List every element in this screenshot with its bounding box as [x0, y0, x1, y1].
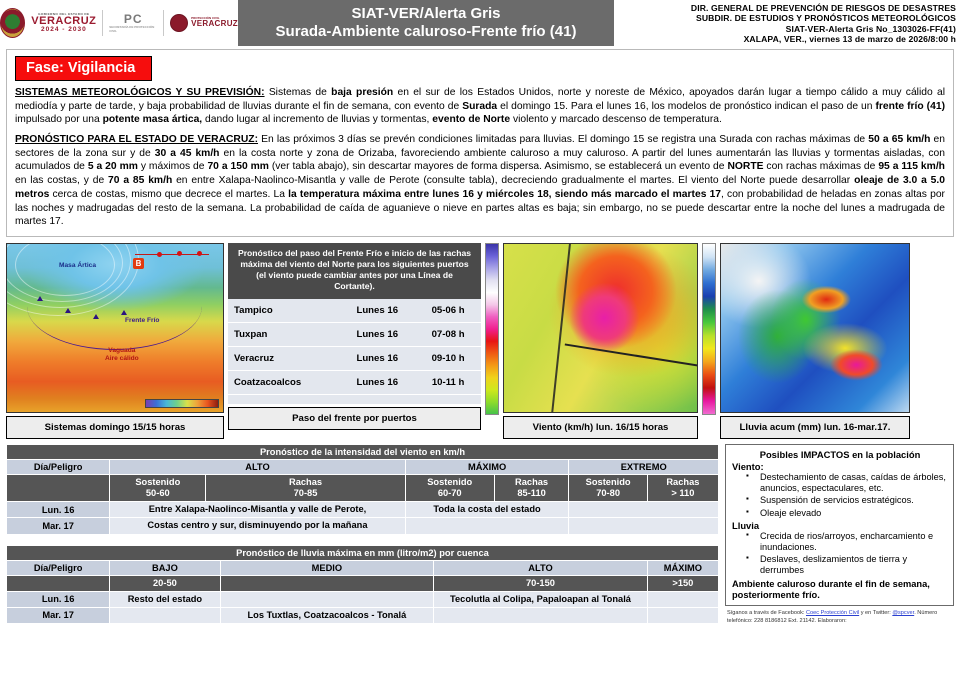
wind-row-maximo: [405, 518, 569, 534]
coastline: [551, 244, 571, 413]
wind-sub-kind: Sostenido: [135, 476, 181, 487]
wind-row-extremo: [569, 502, 719, 518]
text-frag-bold: 30 a 45 km/h: [154, 147, 220, 159]
paragraph-systems-lead: SISTEMAS METEOROLÓGICOS Y SU PREVISIÓN:: [15, 87, 265, 98]
table-row: [228, 299, 481, 323]
logo-divider-2: [163, 10, 164, 36]
rain-col-day-header: Día/Peligro: [7, 560, 110, 575]
maps-row: [6, 243, 954, 439]
text-frag-bold: 70 a 85 km/h: [108, 175, 173, 187]
table-title-row: [7, 545, 719, 560]
wind-sub-extremo-sostenido: [569, 474, 647, 501]
impacts-rain-label: Lluvia: [732, 519, 760, 531]
list-item: ▪ Deslaves, deslizamientos de tierra y derrumbes: [748, 554, 948, 576]
text-frag: y máximos de: [137, 161, 208, 173]
text-frag-bold: 5 a 20 mm: [87, 161, 138, 173]
rain-group-maximo: MÁXIMO: [647, 560, 718, 575]
text-frag: impulsado por una: [15, 114, 103, 126]
authority-line-1: DIR. GENERAL DE PREVENCIÓN DE RIESGOS DE DESASTRES: [690, 2, 956, 13]
impacts-wind-list: [732, 472, 948, 519]
port-day: Lunes 16: [339, 370, 415, 394]
wind-sub-alto-sostenido: [110, 474, 206, 501]
port-name: Tampico: [228, 299, 339, 323]
logo-pc-label: PC: [123, 12, 143, 27]
wind-sub-range: 85-110: [517, 488, 546, 499]
paragraph-veracruz-lead: PRONÓSTICO PARA EL ESTADO DE VERACRUZ:: [15, 134, 259, 146]
wind-sub-extremo-rachas: [647, 474, 718, 501]
forecast-tables: [6, 444, 719, 624]
text-frag-bold: 50 a 65 km/h: [868, 134, 931, 146]
facebook-link[interactable]: Coec Protección Civil: [805, 609, 860, 616]
logo-pcv-t2-label: VERACRUZ: [191, 19, 238, 29]
impacts-rain-list: [732, 531, 948, 577]
wind-sub-kind: Rachas: [666, 476, 700, 487]
wind-table-title: Pronóstico de la intensidad del viento en km/h: [7, 444, 719, 459]
rain-row-bajo: Resto del estado: [110, 591, 220, 607]
wind-panel: [503, 243, 698, 439]
table-row: [7, 591, 719, 607]
port-time: 05-06 h: [415, 299, 481, 323]
document-header: [0, 0, 960, 46]
trough-label-line2: Aire cálido: [105, 355, 139, 363]
list-item: ▪ Suspensión de servicios estratégicos.: [748, 495, 948, 506]
text-frag: En las próximos 3 días se prevén condiciones limitadas para lluvias. El domingo 15 se registra una Surada con rachas máximas de: [258, 134, 869, 146]
wind-sub-kind: Sostenido: [585, 476, 631, 487]
text-frag: en la costa norte y zona de Orizaba, favoreciendo ambiente caluroso a muy caluroso. A partir del lunes aumentarán las lluvias y tormentas aisladas, con acumulados de: [15, 147, 945, 173]
contact-footer: [725, 609, 954, 625]
bottom-section: [6, 444, 954, 625]
text-frag-bold: la temperatura máxima entre lunes 16 y miércoles 18, siendo más marcado el martes 17: [288, 188, 722, 200]
port-day: Lunes 16: [339, 299, 415, 323]
table-group-header-row: [7, 459, 719, 474]
wind-colorbar: [485, 243, 499, 415]
port-time: 07-08 h: [415, 322, 481, 346]
trough-label: [105, 347, 139, 363]
logo-gov-name-label: VERACRUZ: [31, 14, 97, 27]
proteccion-civil-icon: [170, 14, 188, 32]
wind-sub-maximo-sostenido: [405, 474, 494, 501]
wind-sub-alto-rachas: [206, 474, 405, 501]
table-row: [7, 518, 719, 534]
port-time: 09-10 h: [415, 346, 481, 370]
wind-row-day: Mar. 17: [7, 518, 110, 534]
logo-gov-small-label: GOBIERNO DEL ESTADO DE: [38, 11, 90, 16]
impacts-panel: [725, 444, 954, 606]
logo-pc-sub-label: SECRETARÍA DE PROTECCIÓN CIVIL: [109, 25, 155, 33]
text-frag: dando lugar al incremento de lluvias y tormentas,: [202, 114, 433, 126]
rain-range-bajo: 20-50: [110, 575, 220, 591]
twitter-link[interactable]: @spcver: [892, 609, 915, 616]
footer-text-2: y en Twitter:: [859, 609, 893, 616]
wind-sub-range: > 110: [671, 488, 695, 499]
synoptic-map-image: [6, 243, 224, 413]
impacts-column: [725, 444, 954, 625]
rain-group-bajo: BAJO: [110, 560, 220, 575]
rain-panel: [720, 243, 910, 439]
wind-sub-kind: Rachas: [515, 476, 549, 487]
table-row: [228, 370, 481, 394]
text-frag: (ver tabla abajo), sin descartar mayores de forma dispersa. Asimismo, se establecerá un evento de: [268, 161, 728, 173]
cold-front-line: [27, 289, 202, 350]
rain-row-alto: Tecolutla al Colipa, Papaloapan al Tonalá: [434, 591, 648, 607]
rain-colorbar: [702, 243, 716, 415]
table-row: [7, 502, 719, 518]
wind-intensity-table: [6, 444, 719, 545]
wind-row-alto: Costas centro y sur, disminuyendo por la mañana: [110, 518, 405, 534]
wind-sub-range: 50-60: [145, 488, 170, 499]
bulletin-number: SIAT-VER-Alerta Gris No_1303026-FF(41): [785, 23, 956, 34]
table-row: [7, 607, 719, 623]
rain-row-medio: [220, 591, 434, 607]
rain-group-alto: ALTO: [434, 560, 648, 575]
low-pressure-symbol: B: [133, 258, 144, 269]
port-name: Coatzacoalcos: [228, 370, 339, 394]
table-title-row: [7, 444, 719, 459]
text-frag: , con probabilidad de heladas en zonas altas por las noches y madrugadas del resto de la semana. La probabilidad de caída de aguanieve o nieve en partes altas es baja; sin embargo, no se puede descartar entre la noche del lunes a madrugada de martes 17.: [15, 188, 945, 228]
table-gap: [7, 534, 719, 545]
proteccion-civil-logo: [170, 14, 238, 32]
synoptic-map-caption: Sistemas domingo 15/15 horas: [6, 416, 224, 439]
table-subheader-row: [7, 474, 719, 501]
table-range-row: [7, 575, 719, 591]
rain-row-maximo: [647, 591, 718, 607]
wind-group-extremo: EXTREMO: [569, 459, 719, 474]
port-day: Lunes 16: [339, 322, 415, 346]
ports-panel-caption: Paso del frente por puertos: [228, 407, 481, 430]
wind-sub-range: 70-85: [293, 488, 318, 499]
table-group-header-row: [7, 560, 719, 575]
wind-map-caption: Viento (km/h) lun. 16/15 horas: [503, 416, 698, 439]
wind-sub-maximo-rachas: [494, 474, 569, 501]
rain-row-medio: Los Tuxtlas, Coatzacoalcos - Tonalá: [220, 607, 434, 623]
text-frag-bold: 95 a 115 km/h: [878, 161, 945, 173]
logo-divider: [102, 10, 103, 36]
table-row: [228, 322, 481, 346]
text-frag: cerca de costas, mismo que decrece el martes. La: [49, 188, 289, 200]
port-day: Lunes 16: [339, 346, 415, 370]
ports-table: [228, 299, 481, 395]
text-frag-bold: baja presión: [331, 87, 394, 98]
text-frag: violento y marcado descenso de temperatura.: [510, 114, 722, 126]
rain-row-bajo: [110, 607, 220, 623]
wind-row-day: Lun. 16: [7, 502, 110, 518]
rain-row-alto: [434, 607, 648, 623]
list-item: ▪ Oleaje elevado: [748, 508, 948, 519]
text-frag-bold: Surada: [462, 100, 498, 112]
authority-line-2: SUBDIR. DE ESTUDIOS Y PRONÓSTICOS METEOROLÓGICOS: [696, 13, 956, 24]
ports-table-heading: Pronóstico del paso del Frente Frío e inicio de las rachas máxima del viento del Norte para los siguientes puertos (el viento puede cambiar antes por una Línea de Cortante).: [228, 243, 481, 299]
text-frag-bold: NORTE: [727, 161, 764, 173]
text-frag-bold: frente frío (41): [875, 100, 945, 112]
rain-forecast-table: [6, 545, 719, 624]
wind-group-alto: ALTO: [110, 459, 405, 474]
wind-sub-kind: Sostenido: [427, 476, 473, 487]
text-frag: Sistemas de: [264, 87, 332, 98]
port-time: 10-11 h: [415, 370, 481, 394]
rain-map-image: [720, 243, 910, 413]
rain-range-maximo: >150: [647, 575, 718, 591]
footer-text-3: . Número telefónico: 228 8186812 Ext. 21142. Elaboraron:: [727, 609, 938, 624]
logo-pcv-t1-label: PROTECCIÓN CIVIL: [191, 15, 220, 20]
rain-row-day: Mar. 17: [7, 607, 110, 623]
logo-group: [0, 0, 238, 46]
text-frag-bold: oleaje de 3.0 a 5.0 metros: [15, 175, 945, 200]
wind-subheader-spacer: [7, 474, 110, 501]
text-frag: en las costas, y de: [15, 175, 109, 187]
pc-logo: [109, 13, 157, 33]
footer-text-1: Síganos a través de Facebook:: [727, 609, 806, 616]
logo-gov-years-label: 2024 - 2030: [40, 25, 87, 33]
impacts-footer: Ambiente caluroso durante el fin de semana, posteriormente frío.: [732, 578, 930, 601]
wind-row-maximo: Toda la costa del estado: [405, 502, 569, 518]
wind-group-maximo: MÁXIMO: [405, 459, 569, 474]
rain-range-spacer: [7, 575, 110, 591]
issue-timestamp: XALAPA, VER., viernes 13 de marzo de 2026/8:00 h: [743, 33, 956, 44]
rain-row-day: Lun. 16: [7, 591, 110, 607]
synoptic-panel: [6, 243, 224, 439]
coastline-south: [565, 343, 698, 366]
text-frag: en entre Xalapa-Naolinco-Misantla y valle de Perote (consulte tabla), decreciendo gradualmente el martes. El viento del Norte puede desarrollar: [172, 175, 855, 187]
wind-row-extremo: [569, 518, 719, 534]
forecast-text-box: [6, 49, 954, 237]
synoptic-colorbar: [145, 399, 219, 408]
veracruz-seal-icon: [0, 8, 25, 38]
port-name: Veracruz: [228, 346, 339, 370]
paragraph-systems: [15, 86, 945, 127]
title-line-2: Surada-Ambiente caluroso-Frente frío (41): [275, 23, 577, 40]
text-frag: el domingo 15. Para el lunes 16, los modelos de pronóstico indican el paso de un: [497, 100, 876, 112]
rain-range-alto: 70-150: [434, 575, 648, 591]
wind-sub-range: 60-70: [437, 488, 462, 499]
wind-sub-range: 70-80: [596, 488, 620, 499]
rain-group-medio: MEDIO: [220, 560, 434, 575]
text-frag-bold: evento de Norte: [432, 114, 511, 126]
table-row: [228, 346, 481, 370]
text-frag-bold: 70 a 150 mm: [207, 161, 269, 173]
page-title: [238, 0, 614, 46]
wind-col-day-header: Día/Peligro: [7, 459, 110, 474]
list-item: ▪ Crecida de rios/arroyos, encharcamiento e inundaciones.: [748, 531, 948, 553]
rain-table-title: Pronóstico de lluvia máxima en mm (litro/m2) por cuenca: [7, 545, 719, 560]
wind-row-alto: Entre Xalapa-Naolinco-Misantla y valle de Perote,: [110, 502, 405, 518]
government-logo: [31, 13, 96, 34]
ports-panel: [228, 243, 481, 430]
text-frag-bold: potente masa ártica,: [102, 114, 203, 126]
rain-map-caption: Lluvia acum (mm) lun. 16-mar.17.: [720, 416, 910, 439]
wind-sub-kind: Rachas: [288, 476, 323, 487]
status-badge: Fase: Vigilancia: [15, 56, 152, 81]
rain-row-maximo: [647, 607, 718, 623]
trough-label-line1: Vaguada: [108, 346, 136, 354]
paragraph-veracruz: [15, 133, 945, 229]
impacts-title: Posibles IMPACTOS en la población: [759, 448, 921, 460]
text-frag: con rachas máximas de: [763, 161, 879, 173]
text-frag: en sectores de la zona sur y de: [15, 134, 945, 159]
title-line-1: SIAT-VER/Alerta Gris: [351, 5, 501, 23]
arctic-mass-label: Masa Ártica: [59, 261, 97, 269]
issuing-authority-block: [614, 0, 960, 46]
port-name: Tuxpan: [228, 322, 339, 346]
wind-map-image: [503, 243, 698, 413]
rain-range-medio: [220, 575, 434, 591]
cold-front-label: Frente Frío: [125, 316, 160, 324]
list-item: ▪ Destechamiento de casas, caídas de árboles, anuncios, espectaculares, etc.: [748, 472, 948, 494]
impacts-wind-label: Viento:: [732, 460, 764, 472]
text-frag: en el sur de los Estados Unidos, norte y noreste de México, apoyados darán lugar a tiempo cálido a muy cálido al mediodía y parte de tarde, y baja probabilidad de lluvias durante el fin de semana, con evento de: [15, 87, 945, 112]
ports-table-filler: [228, 395, 481, 404]
